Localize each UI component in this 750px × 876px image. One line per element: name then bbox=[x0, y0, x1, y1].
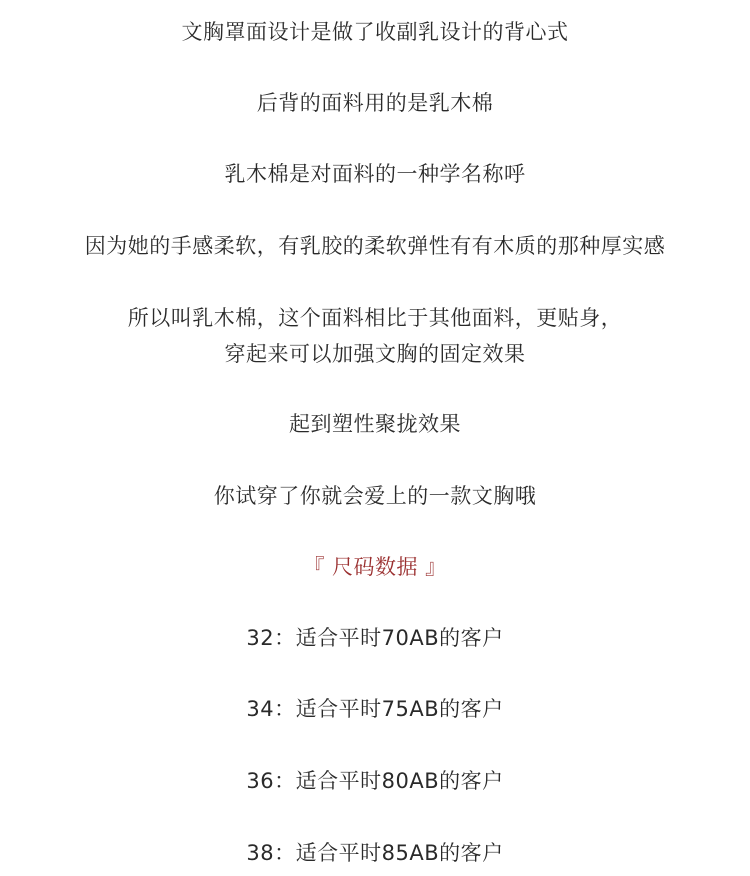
description-line-6: 穿起来可以加强文胸的固定效果 bbox=[224, 342, 526, 366]
description-line-1: 文胸罩面设计是做了收副乳设计的背心式 bbox=[181, 20, 569, 44]
description-line-7: 起到塑性聚拢效果 bbox=[289, 412, 461, 436]
description-line-2: 后背的面料用的是乳木棉 bbox=[256, 91, 494, 115]
description-line-8: 你试穿了你就会爱上的一款文胸哦 bbox=[213, 484, 537, 508]
description-line-5: 所以叫乳木棉，这个面料相比于其他面料，更贴身， bbox=[127, 306, 623, 330]
size-item-34: 34：适合平时75AB的客户 bbox=[246, 697, 504, 721]
size-item-32: 32：适合平时70AB的客户 bbox=[246, 626, 504, 650]
size-item-38: 38：适合平时85AB的客户 bbox=[246, 841, 504, 865]
size-item-36: 36：适合平时80AB的客户 bbox=[246, 769, 504, 793]
description-line-3: 乳木棉是对面料的一种学名称呼 bbox=[224, 162, 526, 186]
size-data-heading: 『 尺码数据 』 bbox=[303, 555, 447, 579]
description-line-4: 因为她的手感柔软，有乳胶的柔软弹性有有木质的那种厚实感 bbox=[84, 234, 666, 258]
